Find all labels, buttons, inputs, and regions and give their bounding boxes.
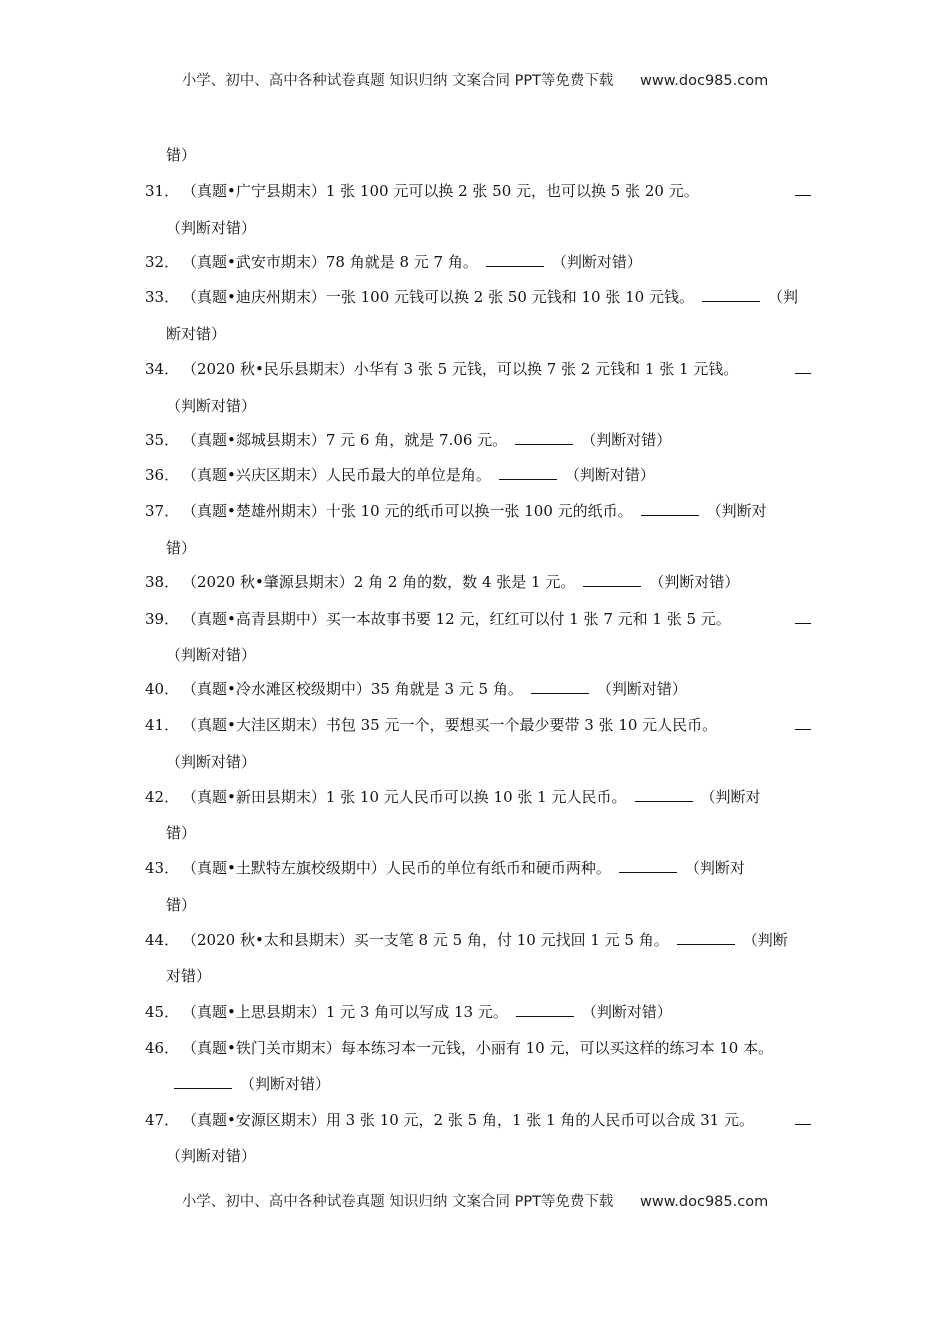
question-suffix: （判断对 bbox=[684, 859, 745, 877]
question-number: 41． bbox=[145, 716, 180, 734]
question-number: 33． bbox=[145, 288, 180, 306]
question-text: （真题•铁门关市期末）每本练习本一元钱，小丽有 10 元，可以买这样的练习本 10 本。 bbox=[182, 1039, 774, 1057]
header-text: 小学、初中、高中各种试卷真题 知识归纳 文案合同 PPT等免费下载 bbox=[181, 73, 614, 89]
question-text: （真题•大洼区期末）书包 35 元一个，要想买一个最少要带 3 张 10 元人民币。 bbox=[182, 716, 718, 734]
question-text: （真题•土默特左旗校级期中）人民币的单位有纸币和硬币两种。 bbox=[182, 859, 611, 877]
answer-blank[interactable] bbox=[789, 359, 811, 379]
question-number: 44． bbox=[145, 931, 180, 949]
question-text: （真题•高青县期中）买一本故事书要 12 元，红红可以付 1 张 7 元和 1 张 5 元。 bbox=[182, 610, 731, 628]
answer-blank[interactable] bbox=[499, 465, 557, 480]
footer-text: 小学、初中、高中各种试卷真题 知识归纳 文案合同 PPT等免费下载 bbox=[181, 1194, 614, 1210]
question-suffix: （判断对 bbox=[706, 502, 767, 520]
answer-blank[interactable] bbox=[635, 787, 693, 802]
question-line bbox=[182, 787, 761, 807]
answer-blank[interactable] bbox=[515, 430, 573, 445]
question-suffix: （判断对错） bbox=[166, 1147, 257, 1165]
question-cont: 错） bbox=[166, 896, 197, 914]
question-text: （真题•武安市期末）78 角就是 8 元 7 角。 bbox=[182, 253, 478, 271]
answer-blank[interactable] bbox=[789, 609, 811, 629]
question-cont: 断对错） bbox=[166, 325, 227, 343]
question-number: 36． bbox=[145, 466, 180, 484]
question-line bbox=[182, 501, 767, 521]
question-suffix: （判断对错） bbox=[551, 253, 642, 271]
question-suffix: （判 bbox=[767, 288, 798, 306]
question-suffix: （判断对 bbox=[700, 788, 761, 806]
question-suffix: （判断对错） bbox=[581, 431, 672, 449]
answer-blank[interactable] bbox=[486, 252, 544, 267]
answer-blank[interactable] bbox=[677, 930, 735, 945]
answer-blank[interactable] bbox=[789, 1110, 811, 1130]
question-text: （真题•上思县期末）1 元 3 角可以写成 13 元。 bbox=[182, 1003, 508, 1021]
question-cont: 对错） bbox=[166, 967, 212, 985]
question-line bbox=[182, 679, 687, 699]
question-text: （2020 秋•民乐县期末）小华有 3 张 5 元钱，可以换 7 张 2 元钱和 1 张 1 元钱。 bbox=[182, 360, 739, 378]
question-text: （真题•楚雄州期末）十张 10 元的纸币可以换一张 100 元的纸币。 bbox=[182, 502, 633, 520]
question-suffix: （判断对错） bbox=[240, 1075, 331, 1093]
question-number: 42． bbox=[145, 788, 180, 806]
question-suffix: （判断对错） bbox=[596, 680, 687, 698]
question-text: （2020 秋•太和县期末）买一支笔 8 元 5 角，付 10 元找回 1 元 5 角。 bbox=[182, 931, 669, 949]
question-line bbox=[182, 252, 642, 272]
answer-blank[interactable] bbox=[789, 181, 811, 201]
question-suffix: （判断对错） bbox=[166, 753, 257, 771]
answer-blank[interactable] bbox=[531, 679, 589, 694]
answer-blank[interactable] bbox=[516, 1002, 574, 1017]
question-suffix: （判断对错） bbox=[166, 219, 257, 237]
question-suffix: （判断对错） bbox=[581, 1003, 672, 1021]
question-number: 40． bbox=[145, 680, 180, 698]
answer-blank[interactable] bbox=[619, 858, 677, 873]
page-header bbox=[0, 69, 950, 90]
question-suffix: （判断对错） bbox=[649, 573, 740, 591]
question-number: 45． bbox=[145, 1003, 180, 1021]
question-suffix: （判断对错） bbox=[564, 466, 655, 484]
question-line bbox=[182, 287, 798, 307]
question-cont: 错） bbox=[166, 824, 197, 842]
question-number: 35． bbox=[145, 431, 180, 449]
question-line bbox=[174, 1074, 330, 1094]
question-line bbox=[182, 858, 745, 878]
question-text: （真题•安源区期末）用 3 张 10 元，2 张 5 角，1 张 1 角的人民币可以合成 31 元。 bbox=[182, 1111, 754, 1129]
question-number: 47． bbox=[145, 1111, 180, 1129]
answer-blank[interactable] bbox=[702, 287, 760, 302]
top-continuation: 错） bbox=[166, 146, 197, 164]
answer-blank[interactable] bbox=[789, 715, 811, 735]
answer-blank[interactable] bbox=[641, 501, 699, 516]
question-number: 32． bbox=[145, 253, 180, 271]
question-text: （2020 秋•肇源县期末）2 角 2 角的数，数 4 张是 1 元。 bbox=[182, 573, 576, 591]
question-line bbox=[182, 1002, 672, 1022]
question-number: 37． bbox=[145, 502, 180, 520]
header-url[interactable]: www.doc985.com bbox=[640, 73, 769, 89]
question-text: （真题•冷水滩区校级期中）35 角就是 3 元 5 角。 bbox=[182, 680, 523, 698]
question-text: （真题•新田县期末）1 张 10 元人民币可以换 10 张 1 元人民币。 bbox=[182, 788, 627, 806]
question-number: 38． bbox=[145, 573, 180, 591]
question-line bbox=[182, 430, 671, 450]
question-suffix: （判断 bbox=[742, 931, 788, 949]
answer-blank[interactable] bbox=[583, 572, 641, 587]
question-line bbox=[182, 572, 739, 592]
question-line bbox=[182, 930, 788, 950]
question-suffix: （判断对错） bbox=[166, 646, 257, 664]
question-number: 46． bbox=[145, 1039, 180, 1057]
question-text: （真题•兴庆区期末）人民币最大的单位是角。 bbox=[182, 466, 491, 484]
question-cont: 错） bbox=[166, 539, 197, 557]
question-text: （真题•郯城县期末）7 元 6 角，就是 7.06 元。 bbox=[182, 431, 508, 449]
question-number: 43． bbox=[145, 859, 180, 877]
question-text: （真题•迪庆州期末）一张 100 元钱可以换 2 张 50 元钱和 10 张 10 元钱。 bbox=[182, 288, 694, 306]
question-number: 39． bbox=[145, 610, 180, 628]
answer-blank[interactable] bbox=[174, 1074, 232, 1089]
question-text: （真题•广宁县期末）1 张 100 元可以换 2 张 50 元，也可以换 5 张 20 元。 bbox=[182, 182, 699, 200]
question-line bbox=[182, 465, 655, 485]
question-suffix: （判断对错） bbox=[166, 397, 257, 415]
page-footer bbox=[0, 1190, 950, 1211]
footer-url[interactable]: www.doc985.com bbox=[640, 1194, 769, 1210]
question-number: 31． bbox=[145, 182, 180, 200]
question-number: 34． bbox=[145, 360, 180, 378]
